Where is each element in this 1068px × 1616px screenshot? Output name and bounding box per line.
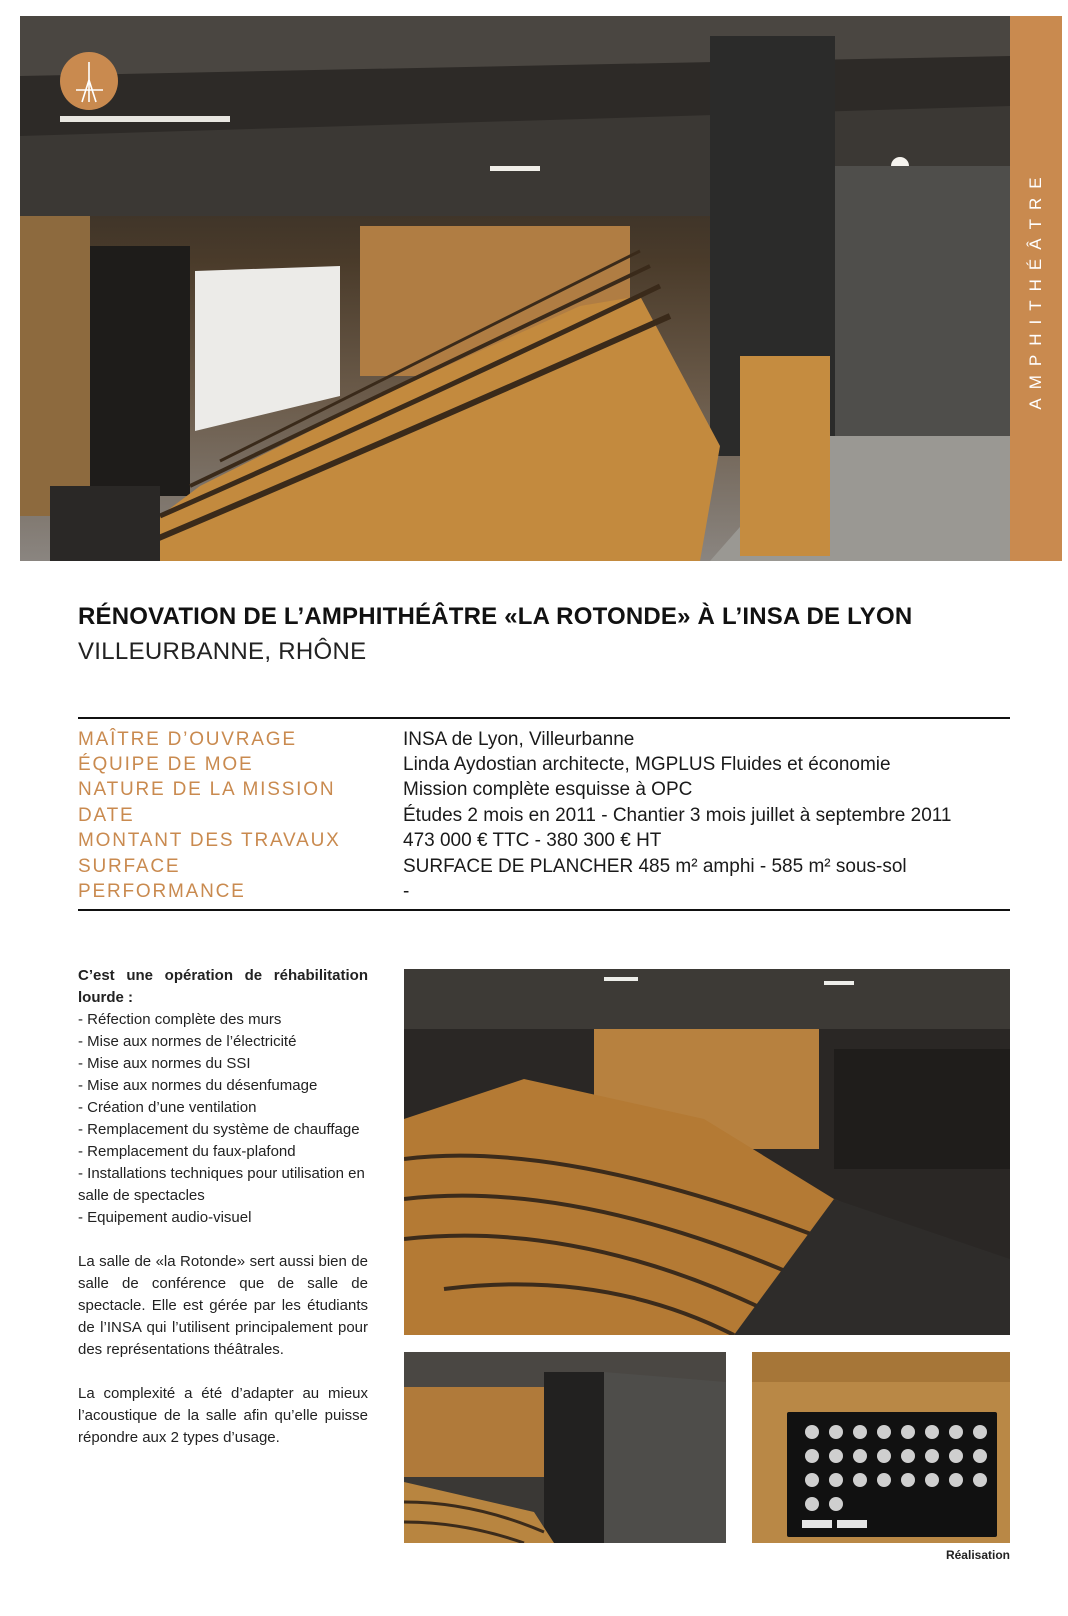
photo-audio-patch-panel-illustration [752, 1352, 1010, 1543]
category-label: AMPHITHÉÂTRE [1026, 167, 1045, 410]
list-item: - Equipement audio-visuel [78, 1209, 252, 1226]
description-paragraph-1: La salle de «la Rotonde» sert aussi bien de salle de conférence que de salle de spectacle. Elle est gérée par les étudiants de l’INSA qui l’utilisent principalement pour des représentations théâtrales. [78, 1253, 368, 1358]
info-value: Linda Aydostian architecte, MGPLUS Fluides et économie [403, 754, 891, 776]
info-label: MONTANT DES TRAVAUX [78, 830, 341, 852]
photo-auditorium-seating [404, 969, 1010, 1335]
photo-auditorium-seating-illustration [404, 969, 1010, 1335]
hero-photo [20, 16, 1010, 561]
logo-mark-icon [60, 52, 118, 110]
info-row-owner [78, 727, 1010, 752]
info-row-performance [78, 879, 1010, 904]
project-title: RÉNOVATION DE L’AMPHITHÉÂTRE «LA ROTONDE» À L’INSA DE LYON [78, 603, 913, 630]
info-row-date [78, 803, 1010, 828]
project-location: VILLEURBANNE, RHÔNE [78, 638, 367, 665]
info-label: DATE [78, 804, 135, 826]
info-label: MAÎTRE D’OUVRAGE [78, 728, 297, 750]
photo-corridor-column [404, 1352, 726, 1543]
info-value: Études 2 mois en 2011 - Chantier 3 mois juillet à septembre 2011 [403, 804, 952, 826]
info-label: NATURE DE LA MISSION [78, 779, 336, 801]
list-item: - Création d’une ventilation [78, 1099, 257, 1116]
list-item: - Installations techniques pour utilisation en salle de spectacles [78, 1165, 365, 1204]
info-value: - [403, 881, 410, 903]
hero-photo-illustration [20, 16, 1010, 561]
photo-audio-patch-panel [752, 1352, 1010, 1543]
info-value: INSA de Lyon, Villeurbanne [403, 728, 635, 750]
info-value: 473 000 € TTC - 380 300 € HT [403, 830, 662, 852]
info-label: SURFACE [78, 855, 181, 877]
list-item: - Remplacement du faux-plafond [78, 1143, 296, 1160]
info-row-surface [78, 854, 1010, 879]
info-row-mission [78, 778, 1010, 803]
architect-logo [60, 52, 118, 110]
photo-corridor-column-illustration [404, 1352, 726, 1543]
description-paragraph-2: La complexité a été d’adapter au mieux l’acoustique de la salle afin qu’elle puisse répondre aux 2 types d’usage. [78, 1385, 368, 1446]
info-label: PERFORMANCE [78, 881, 246, 903]
category-side-tab [1010, 16, 1062, 561]
description-intro: C’est une opération de réhabilitation lourde : [78, 967, 368, 1006]
list-item: - Remplacement du système de chauffage [78, 1121, 360, 1138]
info-label: ÉQUIPE DE MOE [78, 754, 254, 776]
info-row-budget [78, 829, 1010, 854]
list-item: - Mise aux normes du SSI [78, 1055, 251, 1072]
works-list [78, 1009, 368, 1229]
project-info-table [78, 717, 1010, 911]
info-value: Mission complète esquisse à OPC [403, 779, 693, 801]
info-row-team [78, 752, 1010, 777]
list-item: - Réfection complète des murs [78, 1011, 282, 1028]
list-item: - Mise aux normes de l’électricité [78, 1033, 297, 1050]
project-description [78, 965, 368, 1449]
info-value: SURFACE DE PLANCHER 485 m² amphi - 585 m² sous-sol [403, 855, 907, 877]
list-item: - Mise aux normes du désenfumage [78, 1077, 318, 1094]
credit-label: Réalisation [945, 1548, 1010, 1562]
